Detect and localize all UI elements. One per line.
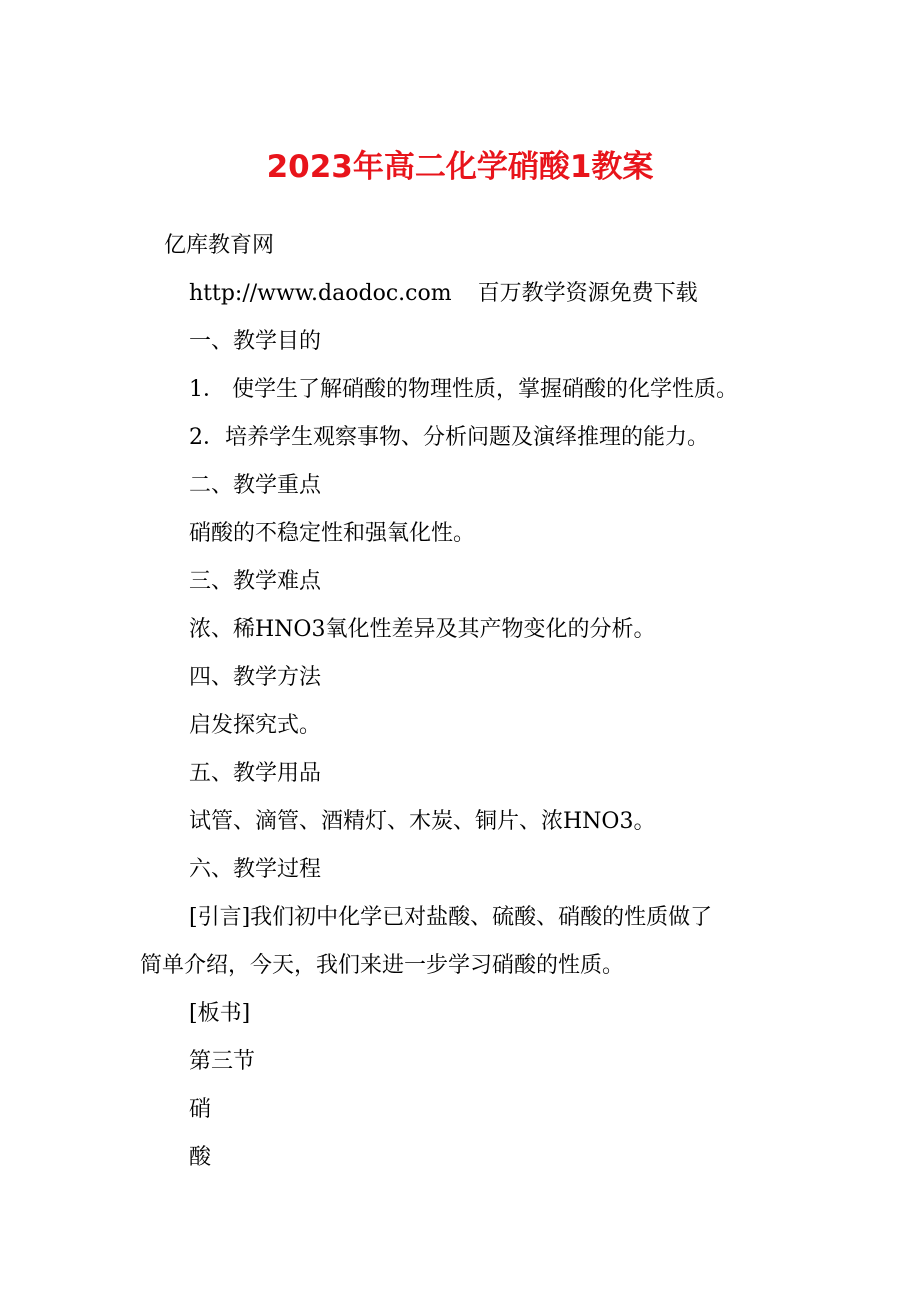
methods-text: 启发探究式。 bbox=[189, 713, 322, 738]
source-line bbox=[189, 279, 698, 309]
chapter-title-char-1: 硝 bbox=[189, 1097, 212, 1122]
document-title: 2023年高二化学硝酸1教案 bbox=[266, 149, 654, 185]
source-slogan: 百万教学资源免费下载 bbox=[477, 281, 698, 306]
intro-paragraph-line-1: [引言]我们初中化学已对盐酸、硫酸、硝酸的性质做了 bbox=[189, 905, 713, 930]
key-points-text: 硝酸的不稳定性和强氧化性。 bbox=[189, 521, 476, 546]
chapter-title-char-2: 酸 bbox=[189, 1145, 212, 1170]
intro-paragraph-line-2: 简单介绍，今天，我们来进一步学习硝酸的性质。 bbox=[140, 953, 625, 978]
objective-item-2: 2．培养学生观察事物、分析问题及演绎推理的能力。 bbox=[189, 425, 709, 450]
materials-text: 试管、滴管、酒精灯、木炭、铜片、浓HNO3。 bbox=[189, 809, 656, 834]
source-url: http://www.daodoc.com bbox=[189, 281, 452, 306]
section-heading-methods: 四、教学方法 bbox=[189, 665, 322, 690]
section-heading-materials: 五、教学用品 bbox=[189, 761, 322, 786]
objective-item-1: 1． 使学生了解硝酸的物理性质，掌握硝酸的化学性质。 bbox=[189, 377, 738, 402]
section-heading-difficulties: 三、教学难点 bbox=[189, 569, 322, 594]
board-note: [板书] bbox=[189, 1001, 251, 1026]
section-heading-objectives: 一、教学目的 bbox=[189, 329, 322, 354]
site-name: 亿库教育网 bbox=[164, 233, 275, 258]
section-heading-process: 六、教学过程 bbox=[189, 857, 322, 882]
chapter-label: 第三节 bbox=[189, 1049, 256, 1074]
section-heading-key-points: 二、教学重点 bbox=[189, 473, 322, 498]
difficulties-text: 浓、稀HNO3氧化性差异及其产物变化的分析。 bbox=[189, 617, 656, 642]
